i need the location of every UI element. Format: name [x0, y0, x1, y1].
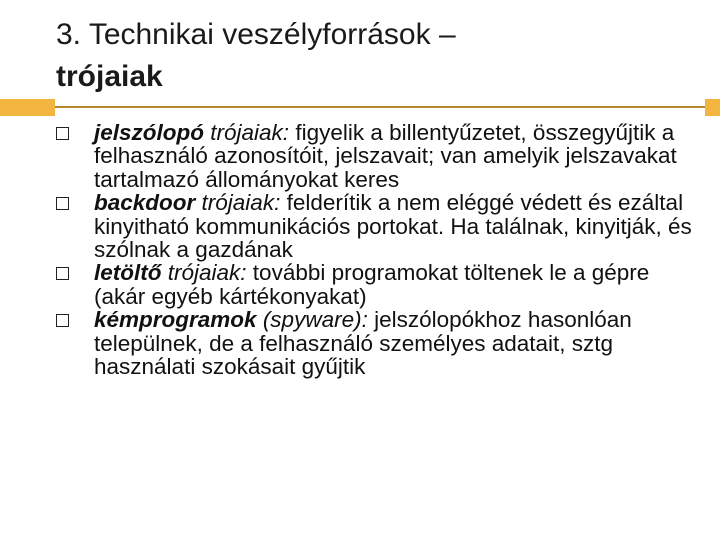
- item-text: jelszólopókhoz hasonlóan települnek, de a felhasználó személyes adatait, sztg használati szokásait gyűjtik: [94, 307, 632, 380]
- item-type: trójaiak:: [204, 120, 290, 145]
- item-term: letöltő: [94, 260, 162, 286]
- item-type: (spyware):: [256, 307, 368, 333]
- title-divider: [55, 106, 705, 108]
- square-bullet-icon: [56, 314, 69, 327]
- square-bullet-icon: [56, 197, 69, 210]
- square-bullet-icon: [56, 127, 69, 140]
- item-text: további programokat töltenek le a gépre (akár egyéb kártékonyakat): [94, 260, 650, 309]
- accent-bar-right: [705, 99, 720, 116]
- item-type: trójaiak:: [195, 190, 281, 216]
- slide-title: [56, 14, 696, 98]
- item-type: trójaiak:: [161, 260, 247, 286]
- item-term: backdoor: [94, 190, 196, 216]
- item-text: felderítik a nem eléggé védett és ezáltal kinyitható kommunikációs portokat. Ha találnak, kinyitják, és szólnak a gazdának: [94, 190, 692, 263]
- list-item: [56, 308, 706, 378]
- item-text: figyelik a billentyűzetet, összegyűjtik a felhasználó azonosítóit, jelszavait; van amelyik jelszavakat tartalmazó állományokat keres: [94, 120, 677, 192]
- item-term: jelszólopó: [94, 120, 205, 145]
- list-item: [56, 121, 706, 191]
- list-item: [56, 191, 706, 261]
- title-line-1: 3. Technikai veszélyforrások –: [56, 18, 456, 51]
- item-term: kémprogramok: [94, 307, 257, 333]
- square-bullet-icon: [56, 267, 69, 280]
- title-line-2: trójaiak: [56, 60, 163, 93]
- bullet-list: [56, 121, 706, 378]
- list-item: [56, 261, 706, 308]
- accent-bar-left: [0, 99, 55, 116]
